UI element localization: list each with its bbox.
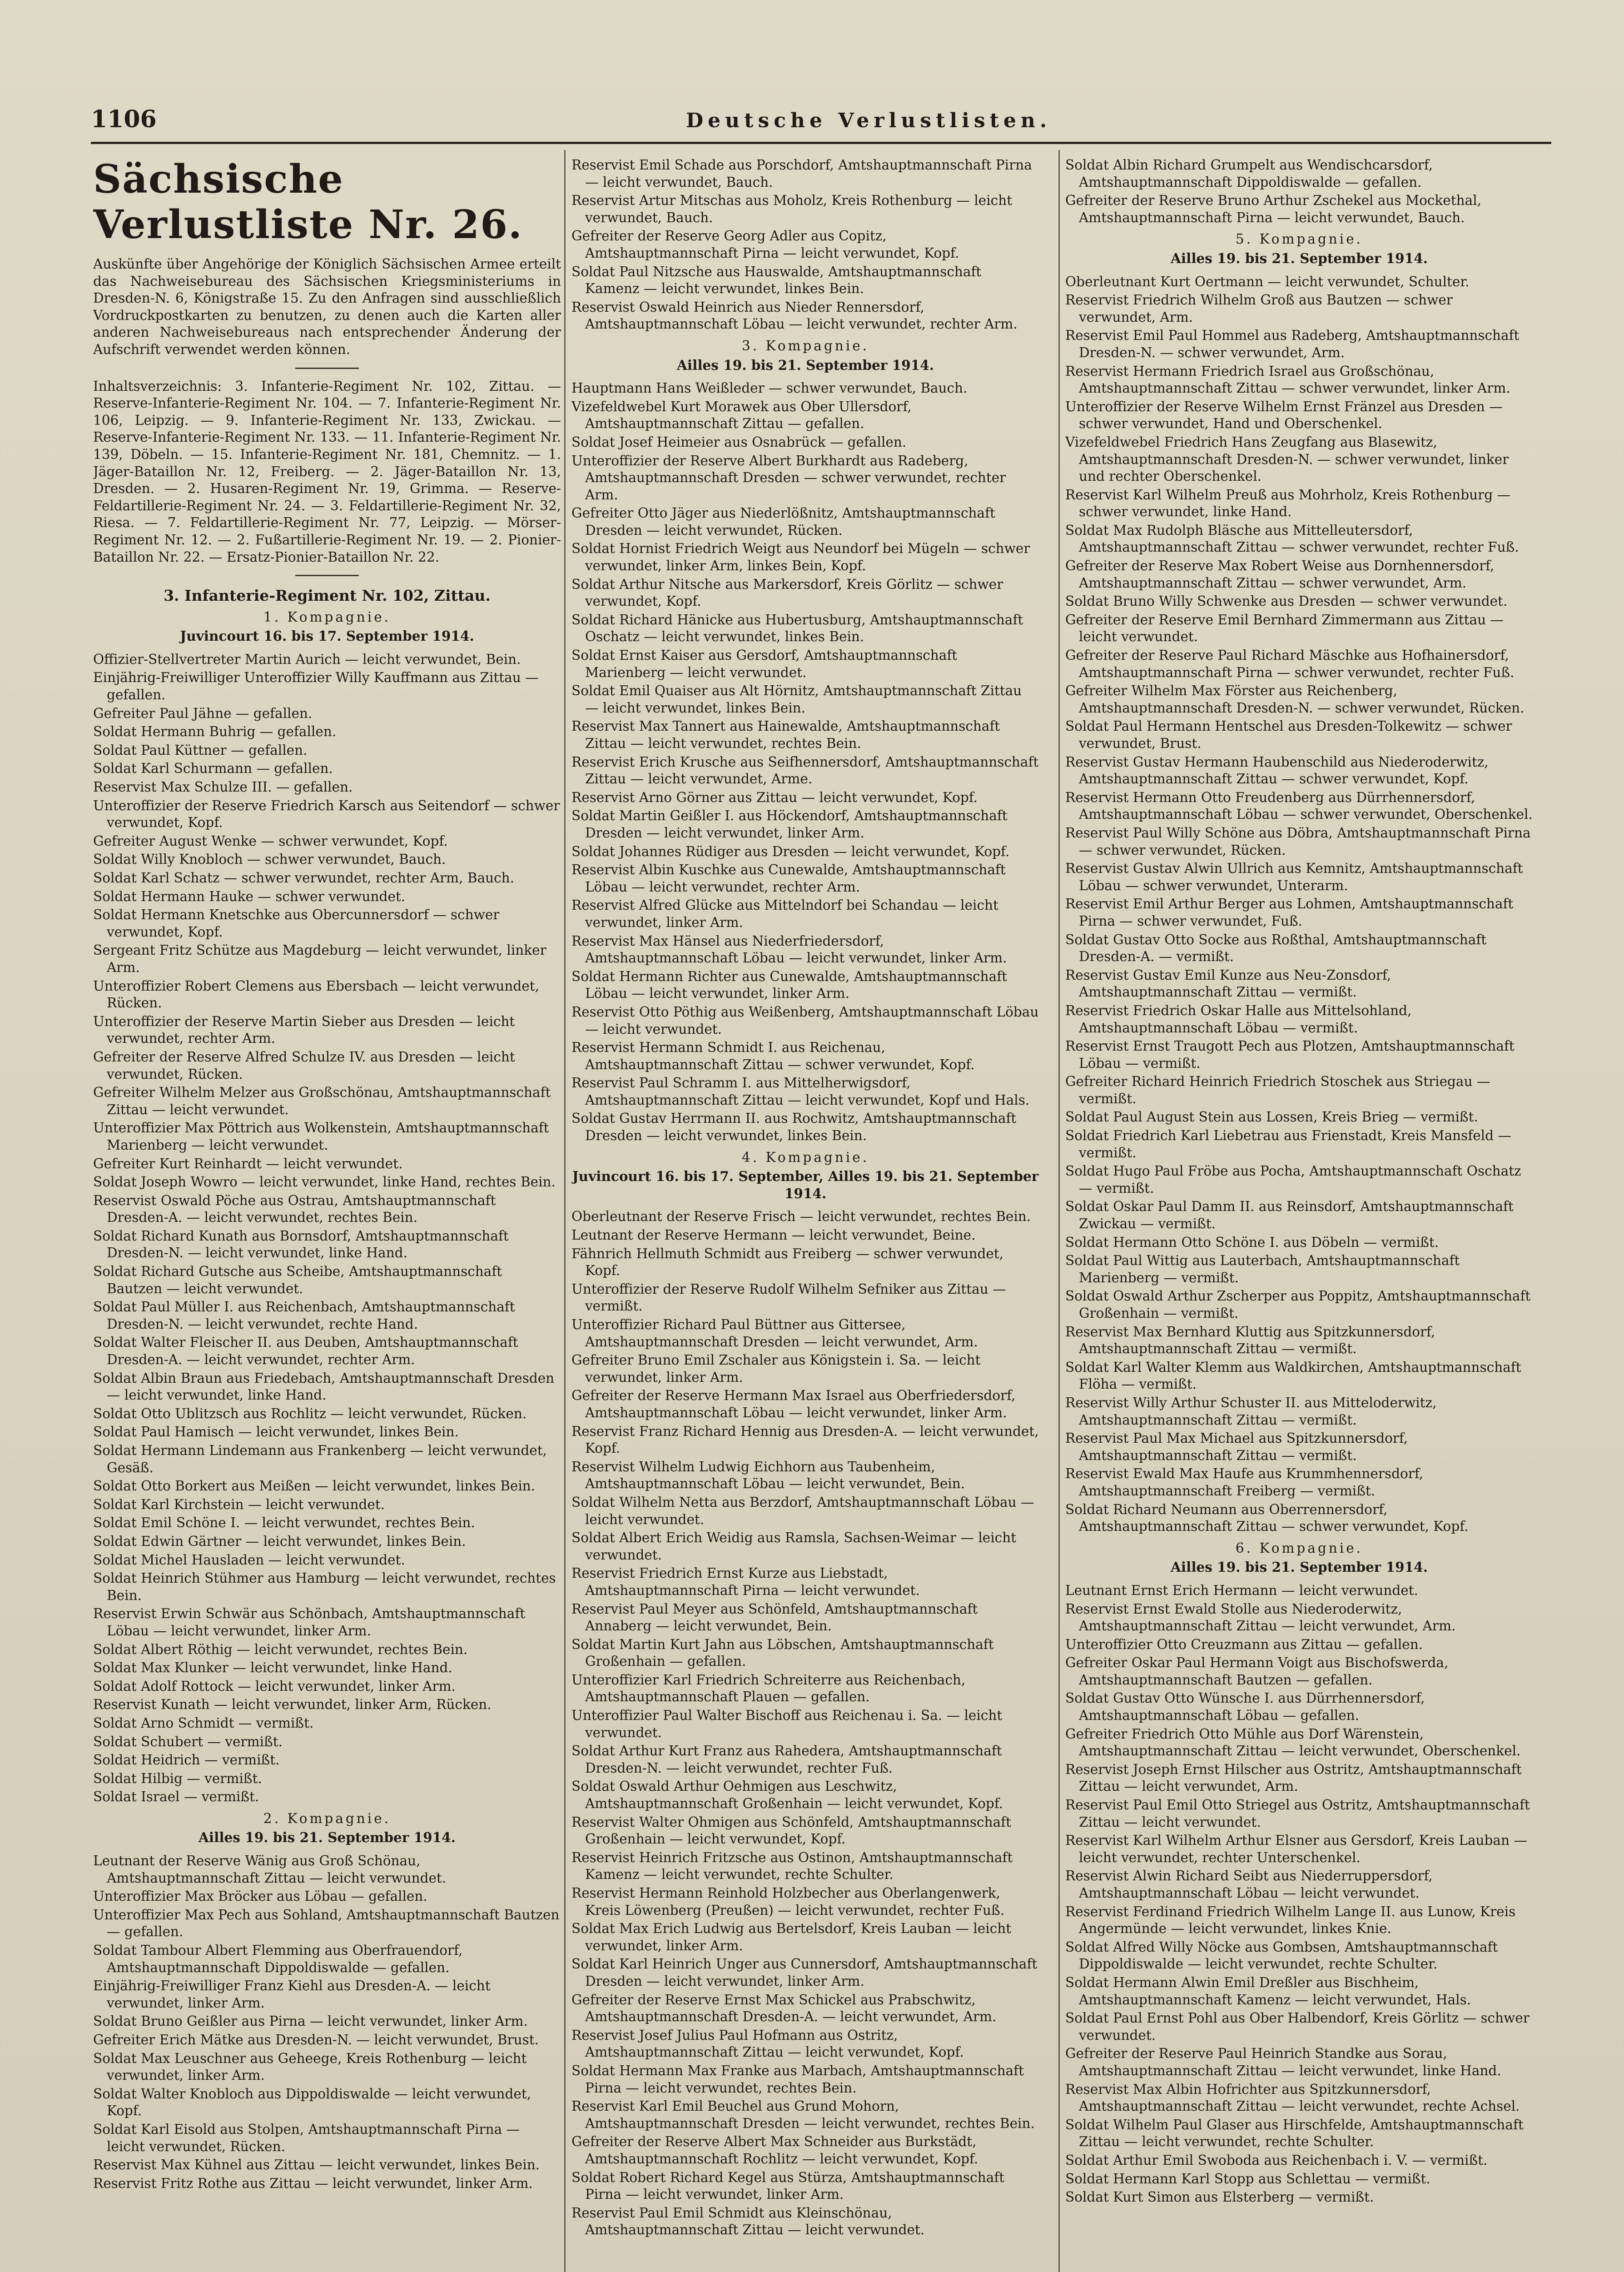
casualty-list (1065, 157, 1533, 226)
casualty-entry: Soldat Martin Geißler I. aus Höckendorf, Amtshauptmannschaft Dresden — leicht verwundet, linker Arm. (571, 808, 1008, 841)
main-title: Sächsische Verlustliste Nr. 26. (93, 157, 523, 248)
table-of-contents: Inhaltsverzeichnis: 3. Infanterie-Regiment Nr. 102, Zittau. — Reserve-Infanterie-Regiment Nr. 104. — 7. Infanterie-Regiment Nr. 106, Leipzig. — 9. Infanterie-Regiment Nr. 133, Zwickau. — Reserve-Infanterie-Regiment Nr. 133. — 11. Infanterie-Regiment Nr. 139, Döbeln. — 15. Infanterie-Regiment Nr. 181, Chemnitz. — 1. Jäger-Bataillon Nr. 12, Freiberg. — 2. Jäger-Bataillon Nr. 13, Dresden. — 2. Husaren-Regiment Nr. 19, Grimma. — Reserve-Feldartillerie-Regiment Nr. 24. — 3. Feldartillerie-Regiment Nr. 32, Riesa. — 7. Feldartillerie-Regiment Nr. 77, Leipzig. — Mörser-Regiment Nr. 12. — 2. Fußartillerie-Regiment Nr. 19. — 2. Pionier-Bataillon Nr. 22. — Ersatz-Pionier-Bataillon Nr. 22. (93, 378, 561, 565)
casualty-entry: Soldat Adolf Rottock — leicht verwundet, linker Arm. (93, 1678, 456, 1694)
casualty-entry: Soldat Paul Hamisch — leicht verwundet, linkes Bein. (93, 1424, 459, 1440)
casualty-entry: Gefreiter Oskar Paul Hermann Voigt aus Bischofswerda, Amtshauptmannschaft Bautzen — gefallen. (1065, 1655, 1449, 1688)
column-3 (1065, 157, 1533, 2272)
casualty-entry: Soldat Karl Schurmann — gefallen. (93, 761, 333, 777)
company-heading: 1. Kompagnie. (263, 609, 391, 625)
casualty-entry: Soldat Heinrich Stühmer aus Hamburg — leicht verwundet, rechtes Bein. (93, 1570, 556, 1603)
casualty-entry: Reservist Paul Schramm I. aus Mittelherwigsdorf, Amtshauptmannschaft Zittau — leicht verwundet, Kopf und Hals. (571, 1075, 1030, 1108)
separator (295, 575, 359, 576)
separator (295, 368, 359, 369)
casualty-entry: Soldat Paul Nitzsche aus Hauswalde, Amtshauptmannschaft Kamenz — leicht verwundet, linkes Bein. (571, 264, 982, 297)
casualty-entry: Reservist Max Albin Hofrichter aus Spitzkunnersdorf, Amtshauptmannschaft Zittau — leicht verwundet, rechte Achsel. (1065, 2081, 1520, 2114)
casualty-entry: Gefreiter Kurt Reinhardt — leicht verwundet. (93, 1156, 403, 1171)
casualty-entry: Einjährig-Freiwilliger Unteroffizier Willy Kauffmann aus Zittau — gefallen. (93, 670, 539, 703)
page-number: 1106 (91, 105, 157, 133)
casualty-entry: Soldat Robert Richard Kegel aus Stürza, Amtshauptmannschaft Pirna — leicht verwundet, linker Arm. (571, 2169, 1005, 2202)
company-heading: 5. Kompagnie. (1235, 231, 1363, 247)
casualty-entry: Soldat Richard Gutsche aus Scheibe, Amtshauptmannschaft Bautzen — leicht verwundet. (93, 1264, 502, 1296)
casualty-entry: Reservist Franz Richard Hennig aus Dresden-A. — leicht verwundet, Kopf. (571, 1423, 1039, 1456)
casualty-entry: Reservist Max Bernhard Kluttig aus Spitzkunnersdorf, Amtshauptmannschaft Zittau — vermißt. (1065, 1324, 1435, 1357)
casualty-entry: Soldat Albin Braun aus Friedebach, Amtshauptmannschaft Dresden — leicht verwundet, linke Hand. (93, 1370, 555, 1403)
casualty-entry: Soldat Johannes Rüdiger aus Dresden — leicht verwundet, Kopf. (571, 843, 1010, 859)
casualty-list (571, 380, 1039, 1145)
date-heading: Juvincourt 16. bis 17. September 1914. (180, 628, 474, 644)
casualty-entry: Gefreiter der Reserve Paul Heinrich Standke aus Sorau, Amtshauptmannschaft Zittau — leicht verwundet, linke Hand. (1065, 2046, 1501, 2078)
casualty-entry: Soldat Gustav Otto Wünsche I. aus Dürrhennersdorf, Amtshauptmannschaft Löbau — gefallen. (1065, 1690, 1425, 1724)
casualty-entry: Reservist Max Tannert aus Hainewalde, Amtshauptmannschaft Zittau — leicht verwundet, rechtes Bein. (571, 718, 1000, 751)
casualty-entry: Soldat Albert Erich Weidig aus Ramsla, Sachsen-Weimar — leicht verwundet. (571, 1530, 1017, 1563)
casualty-entry: Soldat Gustav Otto Socke aus Roßthal, Amtshauptmannschaft Dresden-A. — vermißt. (1065, 932, 1487, 965)
casualty-entry: Soldat Karl Schatz — schwer verwundet, rechter Arm, Bauch. (93, 870, 515, 886)
casualty-entry: Soldat Friedrich Karl Liebetrau aus Frienstadt, Kreis Mansfeld — vermißt. (1065, 1128, 1511, 1161)
casualty-entry: Unteroffizier Paul Walter Bischoff aus Reichenau i. Sa. — leicht verwundet. (571, 1708, 1003, 1740)
casualty-entry: Unteroffizier der Reserve Wilhelm Ernst Fränzel aus Dresden — schwer verwundet, Hand und Oberschenkel. (1065, 399, 1503, 432)
casualty-entry: Soldat Paul Ernst Pohl aus Ober Halbendorf, Kreis Görlitz — schwer verwundet. (1065, 2010, 1530, 2043)
casualty-entry: Reservist Walter Ohmigen aus Schönfeld, Amtshauptmannschaft Großenhain — leicht verwundet, Kopf. (571, 1814, 1011, 1847)
casualty-entry: Soldat Willy Knobloch — schwer verwundet, Bauch. (93, 852, 446, 867)
casualty-entry: Soldat Alfred Willy Nöcke aus Gombsen, Amtshauptmannschaft Dippoldiswalde — leicht verwundet, rechte Schulter. (1065, 1939, 1498, 1972)
casualty-entry: Reservist Karl Wilhelm Preuß aus Mohrholz, Kreis Rothenburg — schwer verwundet, linke Hand. (1065, 487, 1511, 520)
casualty-entry: Reservist Fritz Rothe aus Zittau — leicht verwundet, linker Arm. (93, 2175, 533, 2191)
casualty-list (1065, 274, 1533, 1535)
casualty-entry: Reservist Hermann Reinhold Holzbecher aus Oberlangenwerk, Kreis Löwenberg (Preußen) — leicht verwundet, rechter Fuß. (571, 1885, 1005, 1918)
casualty-entry: Gefreiter Wilhelm Max Förster aus Reichenberg, Amtshauptmannschaft Dresden-N. — schwer verwundet, Rücken. (1065, 683, 1525, 716)
casualty-entry: Soldat Paul Hermann Hentschel aus Dresden-Tolkewitz — schwer verwundet, Brust. (1065, 718, 1512, 751)
casualty-entry: Soldat Hermann Karl Stopp aus Schlettau — vermißt. (1065, 2171, 1430, 2187)
casualty-entry: Reservist Gustav Alwin Ullrich aus Kemnitz, Amtshauptmannschaft Löbau — schwer verwundet, Unterarm. (1065, 861, 1523, 893)
casualty-entry: Leutnant Ernst Erich Hermann — leicht verwundet. (1065, 1582, 1418, 1598)
casualty-entry: Soldat Paul Müller I. aus Reichenbach, Amtshauptmannschaft Dresden-N. — leicht verwundet, rechte Hand. (93, 1299, 515, 1332)
casualty-entry: Unteroffizier der Reserve Martin Sieber aus Dresden — leicht verwundet, rechter Arm. (93, 1013, 515, 1046)
casualty-entry: Gefreiter Richard Heinrich Friedrich Stoschek aus Striegau — vermißt. (1065, 1074, 1490, 1106)
casualty-entry: Soldat Karl Walter Klemm aus Waldkirchen, Amtshauptmannschaft Flöha — vermißt. (1065, 1359, 1521, 1392)
casualty-entry: Unteroffizier Max Pöttrich aus Wolkenstein, Amtshauptmannschaft Marienberg — leicht verwundet. (93, 1120, 549, 1153)
casualty-entry: Soldat Hermann Max Franke aus Marbach, Amtshauptmannschaft Pirna — leicht verwundet, rechtes Bein. (571, 2063, 1024, 2096)
casualty-entry: Soldat Arthur Emil Swoboda aus Reichenbach i. V. — vermißt. (1065, 2152, 1488, 2168)
casualty-entry: Soldat Karl Heinrich Unger aus Cunnersdorf, Amtshauptmannschaft Dresden — leicht verwundet, linker Arm. (571, 1956, 1038, 1989)
casualty-entry: Reservist Max Schulze III. — gefallen. (93, 779, 353, 795)
casualty-entry: Unteroffizier der Reserve Rudolf Wilhelm Sefniker aus Zittau — vermißt. (571, 1281, 1006, 1314)
casualty-entry: Soldat Arthur Kurt Franz aus Rahedera, Amtshauptmannschaft Dresden-N. — leicht verwundet, rechter Fuß. (571, 1743, 1002, 1776)
casualty-entry: Soldat Gustav Herrmann II. aus Rochwitz, Amtshauptmannschaft Dresden — leicht verwundet, linkes Bein. (571, 1111, 1017, 1144)
regiment-heading: 3. Infanterie-Regiment Nr. 102, Zittau. (164, 587, 491, 605)
casualty-list (571, 157, 1039, 333)
casualty-entry: Reservist Alwin Richard Seibt aus Niederruppersdorf, Amtshauptmannschaft Löbau — leicht verwundet. (1065, 1868, 1433, 1901)
casualty-entry: Reservist Friedrich Oskar Halle aus Mittelsohland, Amtshauptmannschaft Löbau — vermißt. (1065, 1002, 1412, 1036)
casualty-entry: Reservist Friedrich Wilhelm Groß aus Bautzen — schwer verwundet, Arm. (1065, 292, 1453, 325)
casualty-entry: Soldat Karl Kirchstein — leicht verwundet. (93, 1496, 385, 1512)
casualty-entry: Soldat Hermann Otto Schöne I. aus Döbeln — vermißt. (1065, 1234, 1439, 1250)
casualty-entry: Reservist Friedrich Ernst Kurze aus Liebstadt, Amtshauptmannschaft Pirna — leicht verwundet. (571, 1565, 920, 1598)
casualty-entry: Vizefeldwebel Kurt Morawek aus Ober Ullersdorf, Amtshauptmannschaft Zittau — gefallen. (571, 399, 912, 432)
casualty-entry: Soldat Oswald Arthur Oehmigen aus Leschwitz, Amtshauptmannschaft Großenhain — leicht verwundet, Kopf. (571, 1779, 1003, 1812)
casualty-entry: Gefreiter Bruno Emil Zschaler aus Königstein i. Sa. — leicht verwundet, linker Arm. (571, 1352, 981, 1385)
casualty-entry: Soldat Albert Röthig — leicht verwundet, rechtes Bein. (93, 1641, 468, 1657)
casualty-entry: Reservist Max Kühnel aus Zittau — leicht verwundet, linkes Bein. (93, 2157, 540, 2173)
casualty-entry: Reservist Oswald Pöche aus Ostrau, Amtshauptmannschaft Dresden-A. — leicht verwundet, rechtes Bein. (93, 1192, 496, 1226)
casualty-entry: Leutnant der Reserve Hermann — leicht verwundet, Beine. (571, 1227, 976, 1243)
casualty-entry: Reservist Willy Arthur Schuster II. aus Mitteloderwitz, Amtshauptmannschaft Zittau — vermißt. (1065, 1395, 1437, 1428)
casualty-entry: Soldat Max Klunker — leicht verwundet, linke Hand. (93, 1660, 452, 1676)
date-heading: Juvincourt 16. bis 17. September, Ailles 19. bis 21. September 1914. (572, 1168, 1039, 1201)
casualty-entry: Gefreiter Friedrich Otto Mühle aus Dorf Wärenstein, Amtshauptmannschaft Zittau — leicht verwundet, Oberschenkel. (1065, 1726, 1521, 1759)
casualty-entry: Soldat Joseph Wowro — leicht verwundet, linke Hand, rechtes Bein. (93, 1174, 556, 1190)
casualty-entry: Gefreiter Wilhelm Melzer aus Großschönau, Amtshauptmannschaft Zittau — leicht verwundet. (93, 1085, 551, 1117)
casualty-entry: Reservist Ernst Ewald Stolle aus Niederoderwitz, Amtshauptmannschaft Zittau — leicht verwundet, Arm. (1065, 1601, 1456, 1634)
casualty-entry: Reservist Paul Max Michael aus Spitzkunnersdorf, Amtshauptmannschaft Zittau — vermißt. (1065, 1430, 1408, 1463)
casualty-entry: Reservist Paul Meyer aus Schönfeld, Amtshauptmannschaft Annaberg — leicht verwundet, Bein. (571, 1601, 978, 1634)
casualty-entry: Soldat Oskar Paul Damm II. aus Reinsdorf, Amtshauptmannschaft Zwickau — vermißt. (1065, 1199, 1514, 1232)
casualty-list (571, 1208, 1039, 2238)
casualty-entry: Soldat Richard Kunath aus Bornsdorf, Amtshauptmannschaft Dresden-N. — leicht verwundet, linke Hand. (93, 1228, 509, 1261)
column-rule (564, 150, 566, 2272)
casualty-entry: Reservist Ernst Traugott Pech aus Plotzen, Amtshauptmannschaft Löbau — vermißt. (1065, 1038, 1515, 1071)
casualty-entry: Reservist Kunath — leicht verwundet, linker Arm, Rücken. (93, 1697, 492, 1713)
casualty-entry: Reservist Emil Arthur Berger aus Lohmen, Amtshauptmannschaft Pirna — schwer verwundet, Fuß. (1065, 896, 1514, 929)
casualty-entry: Reservist Heinrich Fritzsche aus Ostinon, Amtshauptmannschaft Kamenz — leicht verwundet, rechte Schulter. (571, 1849, 1013, 1883)
date-heading: Ailles 19. bis 21. September 1914. (1171, 250, 1428, 266)
casualty-entry: Reservist Erich Krusche aus Seifhennersdorf, Amtshauptmannschaft Zittau — leicht verwundet, Arme. (571, 754, 1039, 787)
casualty-entry: Soldat Hermann Alwin Emil Dreßler aus Bischheim, Amtshauptmannschaft Kamenz — leicht verwundet, Hals. (1065, 1974, 1471, 2008)
casualty-entry: Reservist Josef Julius Paul Hofmann aus Ostritz, Amtshauptmannschaft Zittau — leicht verwundet, Kopf. (571, 2027, 964, 2060)
casualty-entry: Soldat Kurt Simon aus Elsterberg — vermißt. (1065, 2189, 1374, 2205)
casualty-entry: Soldat Ernst Kaiser aus Gersdorf, Amtshauptmannschaft Marienberg — leicht verwundet. (571, 648, 958, 680)
casualty-entry: Soldat Schubert — vermißt. (93, 1734, 283, 1749)
casualty-entry: Soldat Otto Ublitzsch aus Rochlitz — leicht verwundet, Rücken. (93, 1405, 527, 1421)
casualty-entry: Soldat Hugo Paul Fröbe aus Pocha, Amtshauptmannschaft Oschatz — vermißt. (1065, 1163, 1521, 1196)
column-1 (93, 157, 561, 2272)
casualty-entry: Soldat Hermann Buhrig — gefallen. (93, 724, 337, 740)
casualty-entry: Soldat Albin Richard Grumpelt aus Wendischcarsdorf, Amtshauptmannschaft Dippoldiswalde — gefallen. (1065, 157, 1433, 190)
casualty-entry: Reservist Karl Wilhelm Arthur Elsner aus Gersdorf, Kreis Lauban — leicht verwundet, rechter Unterschenkel. (1065, 1833, 1527, 1865)
casualty-entry: Reservist Ferdinand Friedrich Wilhelm Lange II. aus Lunow, Kreis Angermünde — leicht verwundet, linkes Knie. (1065, 1903, 1516, 1937)
casualty-entry: Unteroffizier Max Bröcker aus Löbau — gefallen. (93, 1888, 427, 1904)
casualty-entry: Fähnrich Hellmuth Schmidt aus Freiberg — schwer verwundet, Kopf. (571, 1246, 1004, 1279)
casualty-entry: Unteroffizier Richard Paul Büttner aus Gittersee, Amtshauptmannschaft Dresden — leicht verwundet, Arm. (571, 1317, 978, 1350)
casualty-entry: Soldat Hermann Richter aus Cunewalde, Amtshauptmannschaft Löbau — leicht verwundet, linker Arm. (571, 968, 1007, 1001)
intro-paragraph: Auskünfte über Angehörige der Königlich Sächsischen Armee erteilt das Nachweisebureau des Sächsischen Kriegsministeriums in Dresden-N. 6, Königstraße 15. Zu den Anfragen sind ausschließlich Vordruckpostkarten zu benutzen, zu denen auch die Karten aller anderen Nachweisebureaus nach entsprechender Änderung der Aufschrift verwendet werden können. (93, 256, 561, 357)
casualty-entry: Unteroffizier Karl Friedrich Schreiterre aus Reichenbach, Amtshauptmannschaft Plauen — gefallen. (571, 1672, 966, 1705)
casualty-entry: Reservist Arno Görner aus Zittau — leicht verwundet, Kopf. (571, 789, 978, 805)
casualty-entry: Soldat Max Rudolph Bläsche aus Mittelleutersdorf, Amtshauptmannschaft Zittau — schwer verwundet, rechter Fuß. (1065, 522, 1519, 555)
casualty-entry: Soldat Hermann Lindemann aus Frankenberg — leicht verwundet, Gesäß. (93, 1443, 547, 1475)
casualty-entry: Soldat Walter Fleischer II. aus Deuben, Amtshauptmannschaft Dresden-A. — leicht verwundet, rechter Arm. (93, 1335, 518, 1368)
company-heading: 6. Kompagnie. (1235, 1540, 1363, 1556)
casualty-entry: Offizier-Stellvertreter Martin Aurich — leicht verwundet, Bein. (93, 651, 521, 667)
casualty-entry: Gefreiter der Reserve Hermann Max Israel aus Oberfriedersdorf, Amtshauptmannschaft Löbau — leicht verwundet, linker Arm. (571, 1388, 1016, 1420)
casualty-entry: Gefreiter der Reserve Georg Adler aus Copitz, Amtshauptmannschaft Pirna — leicht verwundet, Kopf. (571, 228, 959, 261)
casualty-entry: Gefreiter Paul Jähne — gefallen. (93, 705, 313, 721)
company-heading: 3. Kompagnie. (741, 338, 869, 354)
casualty-entry: Hauptmann Hans Weißleder — schwer verwundet, Bauch. (571, 380, 968, 396)
casualty-entry: Soldat Hermann Hauke — schwer verwundet. (93, 888, 406, 904)
casualty-list (93, 1853, 561, 2192)
casualty-entry: Soldat Paul Küttner — gefallen. (93, 742, 308, 758)
casualty-entry: Soldat Bruno Willy Schwenke aus Dresden — schwer verwundet. (1065, 593, 1508, 609)
casualty-entry: Reservist Paul Emil Schmidt aus Kleinschönau, Amtshauptmannschaft Zittau — leicht verwundet. (571, 2205, 925, 2238)
company-heading: 2. Kompagnie. (263, 1810, 391, 1826)
column-rule (1058, 150, 1060, 2272)
casualty-entry: Gefreiter Otto Jäger aus Niederlößnitz, Amtshauptmannschaft Dresden — leicht verwundet, Rücken. (571, 505, 995, 538)
casualty-entry: Soldat Arthur Nitsche aus Markersdorf, Kreis Görlitz — schwer verwundet, Kopf. (571, 576, 1003, 609)
casualty-entry: Reservist Albin Kuschke aus Cunewalde, Amtshauptmannschaft Löbau — leicht verwundet, rechter Arm. (571, 862, 1006, 895)
casualty-entry: Sergeant Fritz Schütze aus Magdeburg — leicht verwundet, linker Arm. (93, 942, 546, 975)
casualty-entry: Reservist Paul Emil Otto Striegel aus Ostritz, Amtshauptmannschaft Zittau — leicht verwundet. (1065, 1797, 1530, 1830)
casualty-entry: Gefreiter der Reserve Paul Richard Mäschke aus Hofhainersdorf, Amtshauptmannschaft Pirna — schwer verwundet, rechter Fuß. (1065, 648, 1515, 680)
casualty-entry: Gefreiter der Reserve Alfred Schulze IV. aus Dresden — leicht verwundet, Rücken. (93, 1049, 515, 1082)
casualty-entry: Unteroffizier Robert Clemens aus Ebersbach — leicht verwundet, Rücken. (93, 978, 539, 1011)
casualty-entry: Soldat Wilhelm Netta aus Berzdorf, Amtshauptmannschaft Löbau — leicht verwundet. (571, 1494, 1034, 1527)
casualty-entry: Gefreiter der Reserve Emil Bernhard Zimmermann aus Zittau — leicht verwundet. (1065, 612, 1504, 645)
casualty-entry: Soldat Bruno Geißler aus Pirna — leicht verwundet, linker Arm. (93, 2013, 528, 2029)
casualty-entry: Einjährig-Freiwilliger Franz Kiehl aus Dresden-A. — leicht verwundet, linker Arm. (93, 1978, 491, 2011)
casualty-entry: Reservist Alfred Glücke aus Mittelndorf bei Schandau — leicht verwundet, linker Arm. (571, 897, 998, 930)
casualty-entry: Reservist Hermann Otto Freudenberg aus Dürrhennersdorf, Amtshauptmannschaft Löbau — schwer verwundet, Oberschenkel. (1065, 789, 1533, 822)
casualty-entry: Soldat Arno Schmidt — vermißt. (93, 1715, 314, 1731)
casualty-entry: Soldat Michel Hausladen — leicht verwundet. (93, 1552, 405, 1568)
casualty-entry: Soldat Paul August Stein aus Lossen, Kreis Brieg — vermißt. (1065, 1109, 1478, 1125)
casualty-entry: Soldat Walter Knobloch aus Dippoldiswalde — leicht verwundet, Kopf. (93, 2086, 531, 2119)
casualty-entry: Oberleutnant Kurt Oertmann — leicht verwundet, Schulter. (1065, 274, 1470, 289)
casualty-entry: Reservist Hermann Schmidt I. aus Reichenau, Amtshauptmannschaft Zittau — schwer verwundet, Kopf. (571, 1040, 975, 1072)
casualty-entry: Oberleutnant der Reserve Frisch — leicht verwundet, rechtes Bein. (571, 1209, 1031, 1225)
casualty-entry: Reservist Oswald Heinrich aus Nieder Rennersdorf, Amtshauptmannschaft Löbau — leicht verwundet, rechter Arm. (571, 299, 1018, 332)
casualty-entry: Soldat Heidrich — vermißt. (93, 1752, 280, 1768)
casualty-entry: Gefreiter August Wenke — schwer verwundet, Kopf. (93, 833, 448, 849)
casualty-entry: Soldat Israel — vermißt. (93, 1789, 259, 1805)
casualty-entry: Soldat Max Leuschner aus Geheege, Kreis Rothenburg — leicht verwundet, linker Arm. (93, 2050, 527, 2083)
casualty-list (1065, 1582, 1533, 2206)
casualty-entry: Soldat Josef Heimeier aus Osnabrück — gefallen. (571, 434, 907, 450)
casualty-entry: Reservist Karl Emil Beuchel aus Grund Mohorn, Amtshauptmannschaft Dresden — leicht verwundet, rechtes Bein. (571, 2098, 1035, 2131)
casualty-entry: Soldat Emil Schöne I. — leicht verwundet, rechtes Bein. (93, 1515, 475, 1531)
casualty-entry: Reservist Joseph Ernst Hilscher aus Ostritz, Amtshauptmannschaft Zittau — leicht verwundet, Arm. (1065, 1761, 1522, 1794)
casualty-entry: Soldat Emil Quaiser aus Alt Hörnitz, Amtshauptmannschaft Zittau — leicht verwundet, linkes Bein. (571, 683, 1022, 716)
casualty-entry: Vizefeldwebel Friedrich Hans Zeugfang aus Blasewitz, Amtshauptmannschaft Dresden-N. — schwer verwundet, linker und rechter Oberschenkel. (1065, 434, 1509, 484)
casualty-entry: Soldat Hornist Friedrich Weigt aus Neundorf bei Mügeln — schwer verwundet, linker Arm, linkes Bein, Kopf. (571, 541, 1030, 574)
casualty-entry: Reservist Wilhelm Ludwig Eichhorn aus Taubenheim, Amtshauptmannschaft Löbau — leicht verwundet, Bein. (571, 1459, 965, 1492)
casualty-entry: Reservist Emil Schade aus Porschdorf, Amtshauptmannschaft Pirna — leicht verwundet, Bauch. (571, 157, 1032, 190)
page-header (91, 105, 1551, 144)
column-2 (571, 157, 1039, 2272)
casualty-entry: Soldat Richard Hänicke aus Hubertusburg, Amtshauptmannschaft Oschatz — leicht verwundet, linkes Bein. (571, 612, 1023, 645)
running-title: Deutsche Verlustlisten. (686, 109, 1052, 132)
casualty-entry: Soldat Max Erich Ludwig aus Bertelsdorf, Kreis Lauban — leicht verwundet, linker Arm. (571, 1921, 1012, 1953)
casualty-entry: Soldat Otto Borkert aus Meißen — leicht verwundet, linkes Bein. (93, 1478, 536, 1494)
casualty-entry: Reservist Gustav Emil Kunze aus Neu-Zonsdorf, Amtshauptmannschaft Zittau — vermißt. (1065, 967, 1391, 1000)
casualty-entry: Gefreiter der Reserve Bruno Arthur Zschekel aus Mockethal, Amtshauptmannschaft Pirna — leicht verwundet, Bauch. (1065, 193, 1482, 225)
casualty-entry: Leutnant der Reserve Wänig aus Groß Schönau, Amtshauptmannschaft Zittau — leicht verwundet. (93, 1853, 447, 1886)
casualty-entry: Soldat Edwin Gärtner — leicht verwundet, linkes Bein. (93, 1533, 466, 1549)
casualty-entry: Reservist Emil Paul Hommel aus Radeberg, Amtshauptmannschaft Dresden-N. — schwer verwundet, Arm. (1065, 328, 1520, 360)
casualty-entry: Reservist Ewald Max Haufe aus Krummhennersdorf, Amtshauptmannschaft Freiberg — vermißt. (1065, 1466, 1424, 1499)
casualty-entry: Soldat Richard Neumann aus Oberrennersdorf, Amtshauptmannschaft Zittau — schwer verwundet, Kopf. (1065, 1501, 1469, 1535)
casualty-entry: Soldat Karl Eisold aus Stolpen, Amtshauptmannschaft Pirna — leicht verwundet, Rücken. (93, 2121, 520, 2154)
casualty-entry: Soldat Wilhelm Paul Glaser aus Hirschfelde, Amtshauptmannschaft Zittau — leicht verwundet, rechte Schulter. (1065, 2117, 1524, 2150)
date-heading: Ailles 19. bis 21. September 1914. (677, 357, 934, 373)
casualty-entry: Reservist Artur Mitschas aus Moholz, Kreis Rothenburg — leicht verwundet, Bauch. (571, 193, 1013, 225)
casualty-entry: Unteroffizier Max Pech aus Sohland, Amtshauptmannschaft Bautzen — gefallen. (93, 1907, 560, 1940)
casualty-entry: Soldat Tambour Albert Flemming aus Oberfrauendorf, Amtshauptmannschaft Dippoldiswalde — gefallen. (93, 1943, 463, 1975)
casualty-entry: Reservist Paul Willy Schöne aus Döbra, Amtshauptmannschaft Pirna — schwer verwundet, Rücken. (1065, 825, 1531, 858)
casualty-entry: Soldat Hermann Knetschke aus Obercunnersdorf — schwer verwundet, Kopf. (93, 907, 500, 940)
casualty-entry: Unteroffizier Otto Creuzmann aus Zittau — gefallen. (1065, 1636, 1423, 1652)
date-heading: Ailles 19. bis 21. September 1914. (199, 1829, 456, 1846)
casualty-entry: Reservist Gustav Hermann Haubenschild aus Niederoderwitz, Amtshauptmannschaft Zittau — schwer verwundet, Kopf. (1065, 754, 1489, 787)
casualty-entry: Gefreiter der Reserve Max Robert Weise aus Dornhennersdorf, Amtshauptmannschaft Zittau — schwer verwundet, Arm. (1065, 558, 1495, 591)
casualty-entry: Soldat Hilbig — vermißt. (93, 1770, 262, 1786)
casualty-entry: Reservist Otto Pöthig aus Weißenberg, Amtshauptmannschaft Löbau — leicht verwundet. (571, 1004, 1039, 1037)
casualty-entry: Reservist Hermann Friedrich Israel aus Großschönau, Amtshauptmannschaft Zittau — schwer verwundet, linker Arm. (1065, 363, 1510, 396)
casualty-entry: Reservist Max Hänsel aus Niederfriedersdorf, Amtshauptmannschaft Löbau — leicht verwundet, linker Arm. (571, 933, 1007, 966)
casualty-list (93, 651, 561, 1806)
casualty-entry: Unteroffizier der Reserve Friedrich Karsch aus Seitendorf — schwer verwundet, Kopf. (93, 797, 560, 831)
company-heading: 4. Kompagnie. (741, 1149, 869, 1165)
casualty-entry: Gefreiter Erich Mätke aus Dresden-N. — leicht verwundet, Brust. (93, 2032, 539, 2048)
casualty-entry: Reservist Erwin Schwär aus Schönbach, Amtshauptmannschaft Löbau — leicht verwundet, linker Arm. (93, 1606, 526, 1639)
casualty-entry: Gefreiter der Reserve Ernst Max Schickel aus Prabschwitz, Amtshauptmannschaft Dresden-A. — leicht verwundet, Arm. (571, 1992, 997, 2025)
casualty-entry: Gefreiter der Reserve Albert Max Schneider aus Burkstädt, Amtshauptmannschaft Rochlitz — leicht verwundet, Kopf. (571, 2134, 978, 2167)
date-heading: Ailles 19. bis 21. September 1914. (1171, 1559, 1428, 1575)
casualty-entry: Soldat Paul Wittig aus Lauterbach, Amtshauptmannschaft Marienberg — vermißt. (1065, 1253, 1460, 1285)
casualty-entry: Unteroffizier der Reserve Albert Burkhardt aus Radeberg, Amtshauptmannschaft Dresden — schwer verwundet, rechter Arm. (571, 453, 1006, 503)
casualty-entry: Soldat Oswald Arthur Zscherper aus Poppitz, Amtshauptmannschaft Großenhain — vermißt. (1065, 1288, 1531, 1321)
casualty-entry: Soldat Martin Kurt Jahn aus Löbschen, Amtshauptmannschaft Großenhain — gefallen. (571, 1636, 994, 1669)
